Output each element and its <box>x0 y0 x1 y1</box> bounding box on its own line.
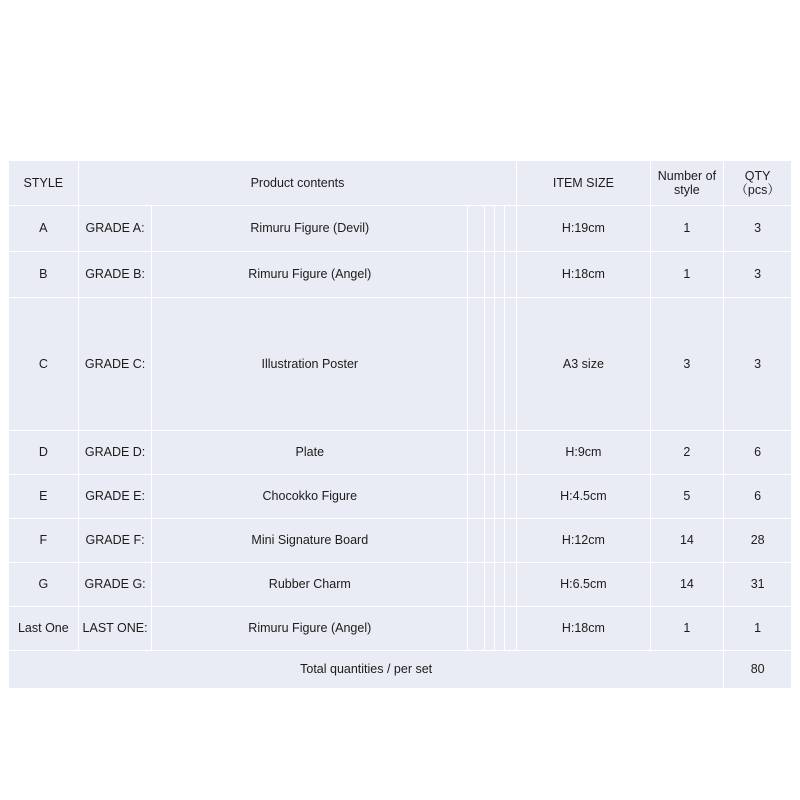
cell-spacer <box>494 607 504 651</box>
total-value: 80 <box>724 651 792 689</box>
cell-grade: GRADE G: <box>78 563 152 607</box>
cell-number-of-style: 14 <box>650 519 724 563</box>
cell-qty: 3 <box>724 298 792 431</box>
cell-item-size: A3 size <box>517 298 650 431</box>
cell-description: Rimuru Figure (Devil) <box>152 206 468 252</box>
cell-spacer <box>504 298 516 431</box>
header-style: STYLE <box>9 161 79 206</box>
cell-spacer <box>468 298 484 431</box>
cell-grade: GRADE E: <box>78 475 152 519</box>
cell-spacer <box>494 431 504 475</box>
cell-spacer <box>504 519 516 563</box>
cell-spacer <box>468 607 484 651</box>
cell-spacer <box>484 519 494 563</box>
cell-spacer <box>484 563 494 607</box>
cell-spacer <box>484 298 494 431</box>
cell-spacer <box>494 519 504 563</box>
cell-number-of-style: 1 <box>650 206 724 252</box>
cell-grade: GRADE C: <box>78 298 152 431</box>
cell-number-of-style: 2 <box>650 431 724 475</box>
cell-style: G <box>9 563 79 607</box>
cell-spacer <box>484 252 494 298</box>
cell-description: Mini Signature Board <box>152 519 468 563</box>
header-qty: QTY（pcs） <box>724 161 792 206</box>
cell-spacer <box>484 475 494 519</box>
table-row <box>9 563 792 607</box>
cell-qty: 3 <box>724 206 792 252</box>
table-row <box>9 475 792 519</box>
header-product-contents: Product contents <box>78 161 517 206</box>
cell-spacer <box>504 431 516 475</box>
cell-number-of-style: 5 <box>650 475 724 519</box>
cell-spacer <box>504 475 516 519</box>
cell-style: C <box>9 298 79 431</box>
product-contents-table <box>8 160 792 689</box>
cell-qty: 3 <box>724 252 792 298</box>
cell-spacer <box>494 298 504 431</box>
cell-spacer <box>468 475 484 519</box>
cell-style: F <box>9 519 79 563</box>
cell-item-size: H:18cm <box>517 252 650 298</box>
cell-spacer <box>484 607 494 651</box>
cell-spacer <box>468 206 484 252</box>
table-body <box>9 206 792 689</box>
cell-number-of-style: 1 <box>650 607 724 651</box>
cell-grade: GRADE F: <box>78 519 152 563</box>
cell-spacer <box>504 607 516 651</box>
cell-description: Rimuru Figure (Angel) <box>152 252 468 298</box>
cell-spacer <box>494 252 504 298</box>
table-row <box>9 519 792 563</box>
cell-number-of-style: 1 <box>650 252 724 298</box>
cell-description: Chocokko Figure <box>152 475 468 519</box>
table-row <box>9 252 792 298</box>
cell-qty: 31 <box>724 563 792 607</box>
cell-grade: GRADE A: <box>78 206 152 252</box>
cell-spacer <box>494 475 504 519</box>
cell-style: E <box>9 475 79 519</box>
cell-description: Illustration Poster <box>152 298 468 431</box>
cell-item-size: H:12cm <box>517 519 650 563</box>
table-row <box>9 298 792 431</box>
cell-spacer <box>468 519 484 563</box>
product-contents-sheet <box>8 160 792 689</box>
cell-qty: 1 <box>724 607 792 651</box>
cell-item-size: H:4.5cm <box>517 475 650 519</box>
header-item-size: ITEM SIZE <box>517 161 650 206</box>
header-row <box>9 161 792 206</box>
cell-spacer <box>468 252 484 298</box>
cell-spacer <box>484 431 494 475</box>
cell-style: A <box>9 206 79 252</box>
cell-number-of-style: 3 <box>650 298 724 431</box>
cell-qty: 6 <box>724 431 792 475</box>
total-label: Total quantities / per set <box>9 651 724 689</box>
cell-number-of-style: 14 <box>650 563 724 607</box>
cell-grade: LAST ONE: <box>78 607 152 651</box>
cell-spacer <box>504 206 516 252</box>
cell-spacer <box>504 252 516 298</box>
cell-description: Plate <box>152 431 468 475</box>
table-row <box>9 607 792 651</box>
total-row <box>9 651 792 689</box>
cell-grade: GRADE B: <box>78 252 152 298</box>
cell-description: Rimuru Figure (Angel) <box>152 607 468 651</box>
cell-spacer <box>494 206 504 252</box>
table-row <box>9 206 792 252</box>
table-row <box>9 431 792 475</box>
cell-item-size: H:6.5cm <box>517 563 650 607</box>
cell-style: D <box>9 431 79 475</box>
cell-item-size: H:9cm <box>517 431 650 475</box>
cell-spacer <box>494 563 504 607</box>
table-header <box>9 161 792 206</box>
cell-spacer <box>484 206 494 252</box>
cell-item-size: H:18cm <box>517 607 650 651</box>
cell-spacer <box>468 563 484 607</box>
cell-description: Rubber Charm <box>152 563 468 607</box>
cell-grade: GRADE D: <box>78 431 152 475</box>
cell-style: Last One <box>9 607 79 651</box>
cell-qty: 28 <box>724 519 792 563</box>
cell-qty: 6 <box>724 475 792 519</box>
header-number-of-style: Number of style <box>650 161 724 206</box>
cell-spacer <box>504 563 516 607</box>
cell-spacer <box>468 431 484 475</box>
cell-style: B <box>9 252 79 298</box>
cell-item-size: H:19cm <box>517 206 650 252</box>
